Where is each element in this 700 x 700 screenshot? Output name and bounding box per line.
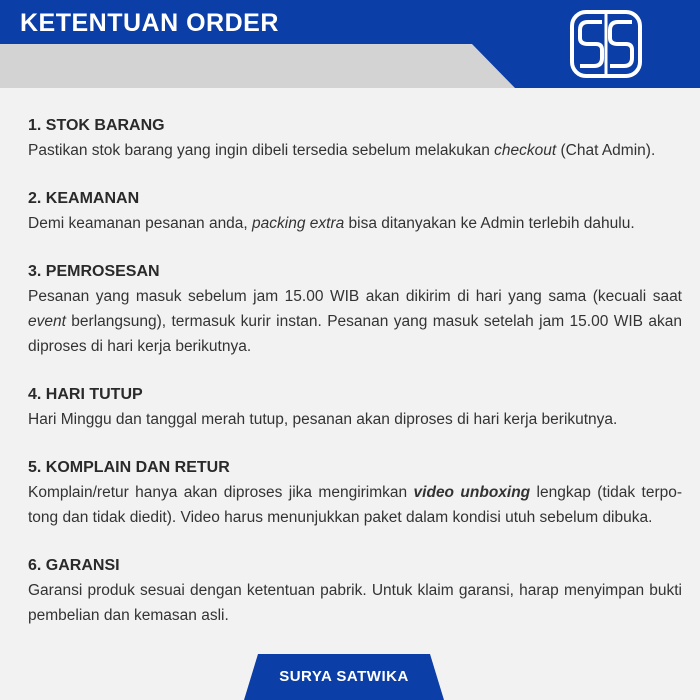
section-body xyxy=(28,211,682,236)
section-body xyxy=(28,480,682,530)
section-title: 6. GARANSI xyxy=(28,557,120,574)
emphasis-text: packing extra xyxy=(252,215,345,232)
terms-section xyxy=(28,114,682,163)
section-body xyxy=(28,407,682,432)
body-text: Pesanan yang masuk sebelum jam 15.00 WIB akan dikirim di hari yang sama (kecuali saat xyxy=(28,288,682,305)
section-body xyxy=(28,138,682,163)
header-bar xyxy=(0,0,700,88)
terms-section xyxy=(28,260,682,359)
emphasis-text: event xyxy=(28,313,66,330)
body-text: Hari Minggu dan tanggal merah tutup, pesanan akan diproses di hari kerja berikutnya. xyxy=(28,411,618,428)
body-text: Garansi produk sesuai dengan ketentuan pabrik. Untuk klaim garansi, harap menyimpan bukti pembelian dan kemasan asli. xyxy=(28,582,682,624)
body-text: Pastikan stok barang yang ingin dibeli tersedia sebelum melakukan xyxy=(28,142,495,159)
page-title: KETENTUAN ORDER xyxy=(20,9,279,37)
ss-monogram-logo-icon xyxy=(570,10,642,78)
body-text: Komplain/retur hanya akan diproses jika mengirimkan xyxy=(28,484,414,501)
body-text: lengkap (tidak terpo-tong dan tidak diedit). Video harus menunjukkan paket dalam kondisi utuh sebelum dibuka. xyxy=(28,484,683,526)
section-body xyxy=(28,578,682,628)
body-text: berlangsung), termasuk kurir instan. Pesanan yang masuk setelah jam 15.00 WIB akan diproses di hari kerja berikutnya. xyxy=(28,313,682,355)
section-title: 5. KOMPLAIN DAN RETUR xyxy=(28,459,230,476)
terms-section xyxy=(28,456,682,530)
section-title: 4. HARI TUTUP xyxy=(28,386,143,403)
brand-name-label: SURYA SATWIKA xyxy=(279,668,409,685)
body-text: bisa ditanyakan ke Admin terlebih dahulu. xyxy=(344,215,635,232)
terms-section xyxy=(28,383,682,432)
body-text: Demi keamanan pesanan anda, xyxy=(28,215,253,232)
terms-section xyxy=(28,554,682,628)
order-terms xyxy=(28,114,682,652)
terms-section xyxy=(28,187,682,236)
emphasis-text: checkout xyxy=(494,142,557,159)
section-title: 3. PEMROSESAN xyxy=(28,263,160,280)
section-title: 2. KEAMANAN xyxy=(28,190,140,207)
emphasis-text: video unboxing xyxy=(413,484,531,501)
section-title: 1. STOK BARANG xyxy=(28,117,165,134)
section-body xyxy=(28,284,682,359)
body-text: (Chat Admin). xyxy=(556,142,656,159)
